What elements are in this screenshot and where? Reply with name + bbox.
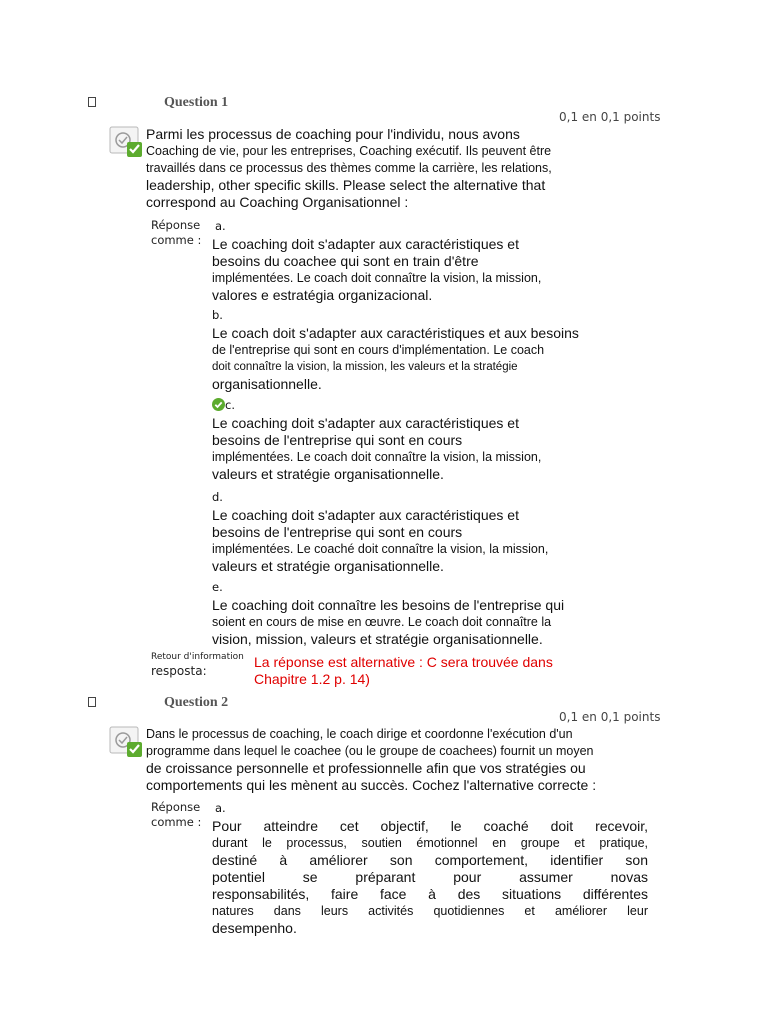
question-1-checkbox[interactable] [88,97,96,107]
answer-label-line: Réponse [151,218,201,232]
question-text-line: Coaching de vie, pour les entreprises, Coaching exécutif. Ils peuvent être [146,144,552,158]
option-line: de l'entreprise qui sont en cours d'implémentation. Le coach [212,343,545,357]
option-line: implémentées. Le coaché doit connaître la vision, la mission, [212,542,549,556]
answer-label [151,800,201,830]
question-1-text [146,126,626,211]
option-line: implémentées. Le coach doit connaître la vision, la mission, [212,450,542,464]
option-line: Le coaching doit s'adapter aux caractéristiques et [212,507,519,523]
option-letter: d. [212,490,223,504]
answer-label [151,218,201,248]
question-text-line: comportements qui les mènent au succès. Cochez l'alternative correcte : [146,777,597,793]
option-line: besoins du coachee qui sont en train d'être [212,253,479,269]
question-text-line: programme dans lequel le coachee (ou le groupe de coachees) fournit un moyen [146,744,594,758]
option-letter: a. [215,801,226,815]
feedback-label-line: resposta: [151,664,207,678]
feedback-label-line: Retour d'information [151,652,244,662]
option-line: durant le processus, soutien émotionnel en groupe et pratique, [212,836,648,850]
correct-check-icon [212,398,225,411]
option-line: Pour atteindre cet objectif, le coaché doit recevoir, [212,818,648,834]
option-line: valores e estratégia organizacional. [212,287,433,303]
option-line: valeurs et stratégie organisationnelle. [212,558,444,574]
question-text-line: travaillés dans ce processus des thèmes comme la carrière, les relations, [146,161,552,175]
option-line: Le coaching doit connaître les besoins de l'entreprise qui [212,597,565,613]
option-line: Le coach doit s'adapter aux caractéristiques et aux besoins [212,325,579,341]
option-line: destiné à améliorer son comportement, identifier son [212,852,648,868]
option-letter: c. [225,398,235,412]
question-text-line: de croissance personnelle et professionnelle afin que vos stratégies ou [146,760,586,776]
feedback-label [151,652,244,678]
answer-option-a [212,800,648,937]
feedback-line: La réponse est alternative : C sera trouvée dans [254,654,553,670]
option-line: Le coaching doit s'adapter aux caractéristiques et [212,236,519,252]
question-1-points: 0,1 en 0,1 points [559,110,661,124]
option-letter: e. [212,580,223,594]
correct-answer-icon [109,126,143,158]
answer-option-a [212,218,652,304]
option-line: vision, mission, valeurs et stratégie organisationnelle. [212,631,543,647]
option-line: Le coaching doit s'adapter aux caractéristiques et [212,415,519,431]
option-line: valeurs et stratégie organisationnelle. [212,466,444,482]
question-2-checkbox[interactable] [88,697,96,707]
option-letter: b. [212,308,223,322]
feedback-line: Chapitre 1.2 p. 14) [254,671,370,687]
option-line: implémentées. Le coach doit connaître la vision, la mission, [212,271,542,285]
option-line: soient en cours de mise en œuvre. Le coach doit connaître la [212,615,552,629]
option-line: organisationnelle. [212,376,322,392]
answer-label-line: comme : [151,233,202,247]
answer-label-line: comme : [151,815,202,829]
option-letter: a. [215,219,226,233]
option-line: doit connaître la vision, la mission, les valeurs et la stratégie [212,361,518,373]
question-2-title: Question 2 [164,695,229,710]
question-text-line: leadership, other specific skills. Please select the alternative that [146,177,546,193]
question-2-points: 0,1 en 0,1 points [559,710,661,724]
answer-label-line: Réponse [151,800,201,814]
question-text-line: correspond au Coaching Organisationnel : [146,194,409,210]
answer-option-b [212,307,652,393]
question-text-line: Parmi les processus de coaching pour l'individu, nous avons [146,126,520,142]
question-text-line: Dans le processus de coaching, le coach dirige et coordonne l'exécution d'un [146,727,573,741]
option-line: desempenho. [212,920,297,936]
answer-option-c [212,397,652,483]
option-line: potentiel se préparant pour assumer novas [212,869,648,885]
option-line: besoins de l'entreprise qui sont en cours [212,432,463,448]
answer-option-e [212,579,652,648]
question-1-title: Question 1 [164,95,229,110]
option-line: natures dans leurs activités quotidiennes et améliorer leur [212,904,648,918]
option-line: besoins de l'entreprise qui sont en cours [212,524,463,540]
question-2-text [146,726,626,794]
feedback-text [254,654,553,688]
answer-option-d [212,489,652,575]
correct-answer-icon [109,726,143,758]
option-line: responsabilités, faire face à des situations différentes [212,886,648,902]
option-letter-row [212,397,652,414]
